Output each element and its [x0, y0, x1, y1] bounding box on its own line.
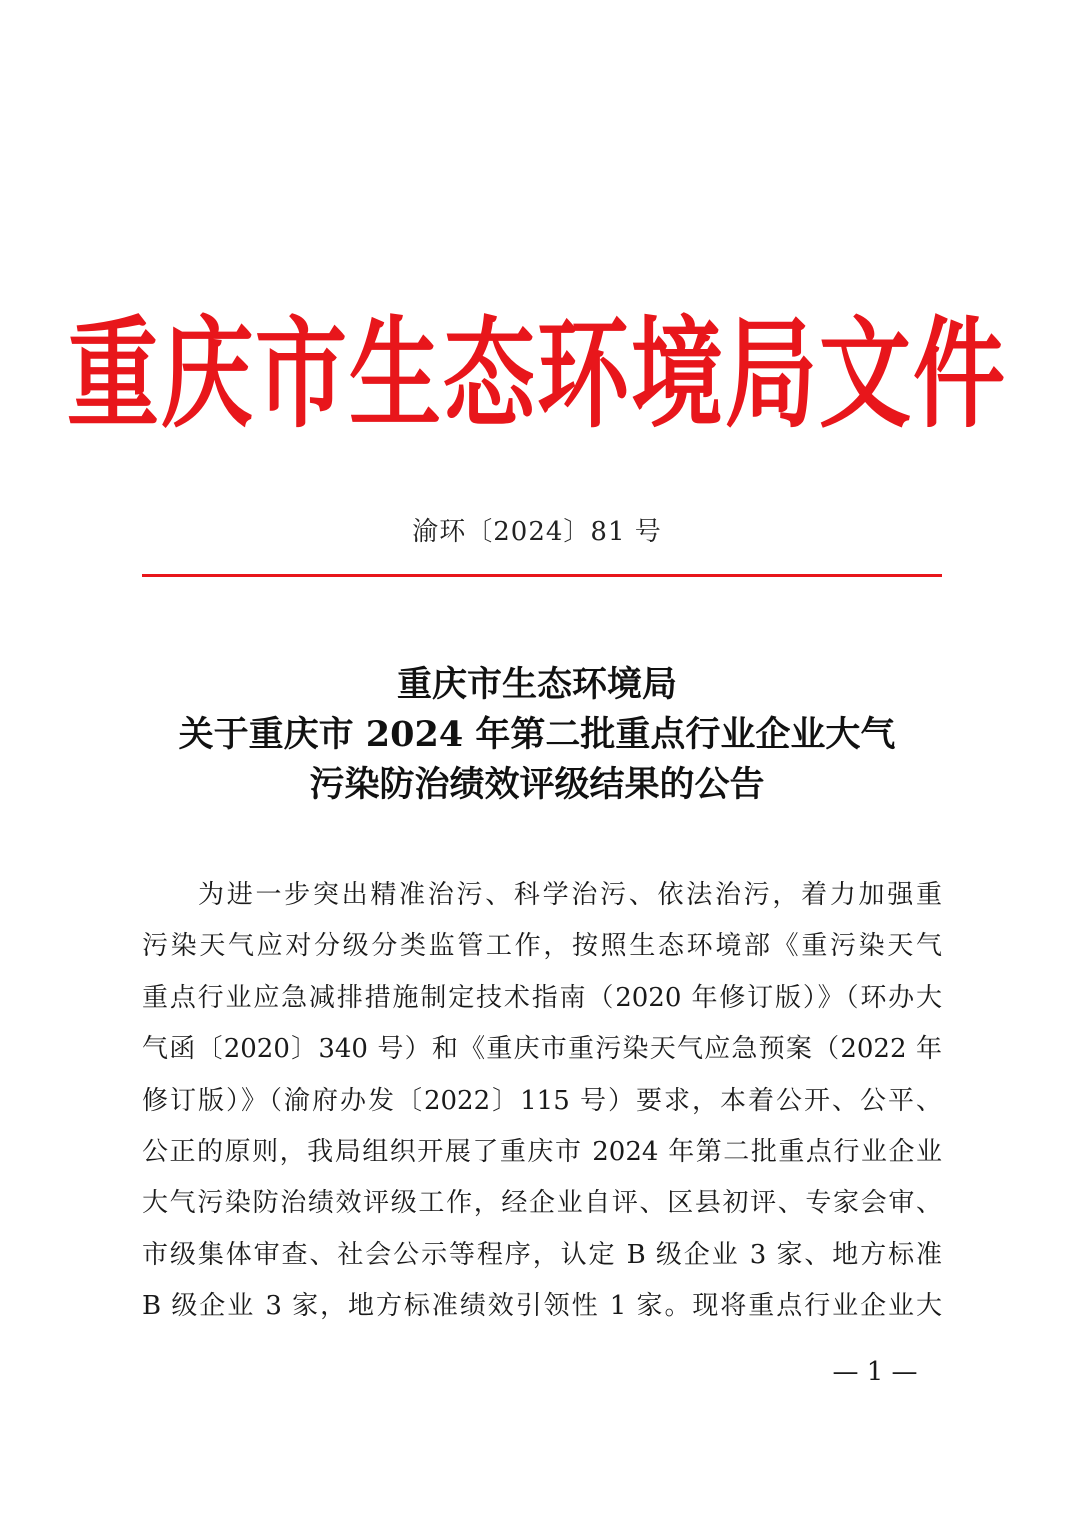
- page-number: — 1 —: [832, 1357, 918, 1387]
- body-paragraph: [142, 870, 942, 1333]
- title-line: 污染防治绩效评级结果的公告: [309, 764, 765, 805]
- body-line: 市级集体审查、社会公示等程序，认定 B 级企业 3 家、地方标准: [142, 1239, 942, 1270]
- masthead-title: 重庆市生态环境局文件: [66, 304, 1007, 444]
- body-line: 修订版）》（渝府办发〔2022〕115 号）要求，本着公开、公平、: [142, 1085, 942, 1116]
- title-line: 关于重庆市 2024 年第二批重点行业企业大气: [178, 714, 896, 755]
- document-number: 渝环〔2024〕81 号: [412, 517, 662, 547]
- body-line: 为进一步突出精准治污、科学治污、依法治污，着力加强重: [198, 880, 942, 910]
- body-line: 大气污染防治绩效评级工作，经企业自评、区县初评、专家会审、: [142, 1188, 942, 1219]
- body-line: 气函〔2020〕340 号）和《重庆市重污染天气应急预案（2022 年: [142, 1034, 942, 1065]
- red-divider-line: [142, 574, 942, 577]
- body-line: B 级企业 3 家，地方标准绩效引领性 1 家。现将重点行业企业大: [142, 1291, 942, 1322]
- notice-title: [100, 660, 974, 810]
- body-line: 重点行业应急减排措施制定技术指南（2020 年修订版）》（环办大: [142, 982, 942, 1013]
- body-line: 公正的原则，我局组织开展了重庆市 2024 年第二批重点行业企业: [142, 1136, 942, 1167]
- body-line: 污染天气应对分级分类监管工作，按照生态环境部《重污染天气: [142, 931, 942, 962]
- title-line: 重庆市生态环境局: [396, 664, 677, 705]
